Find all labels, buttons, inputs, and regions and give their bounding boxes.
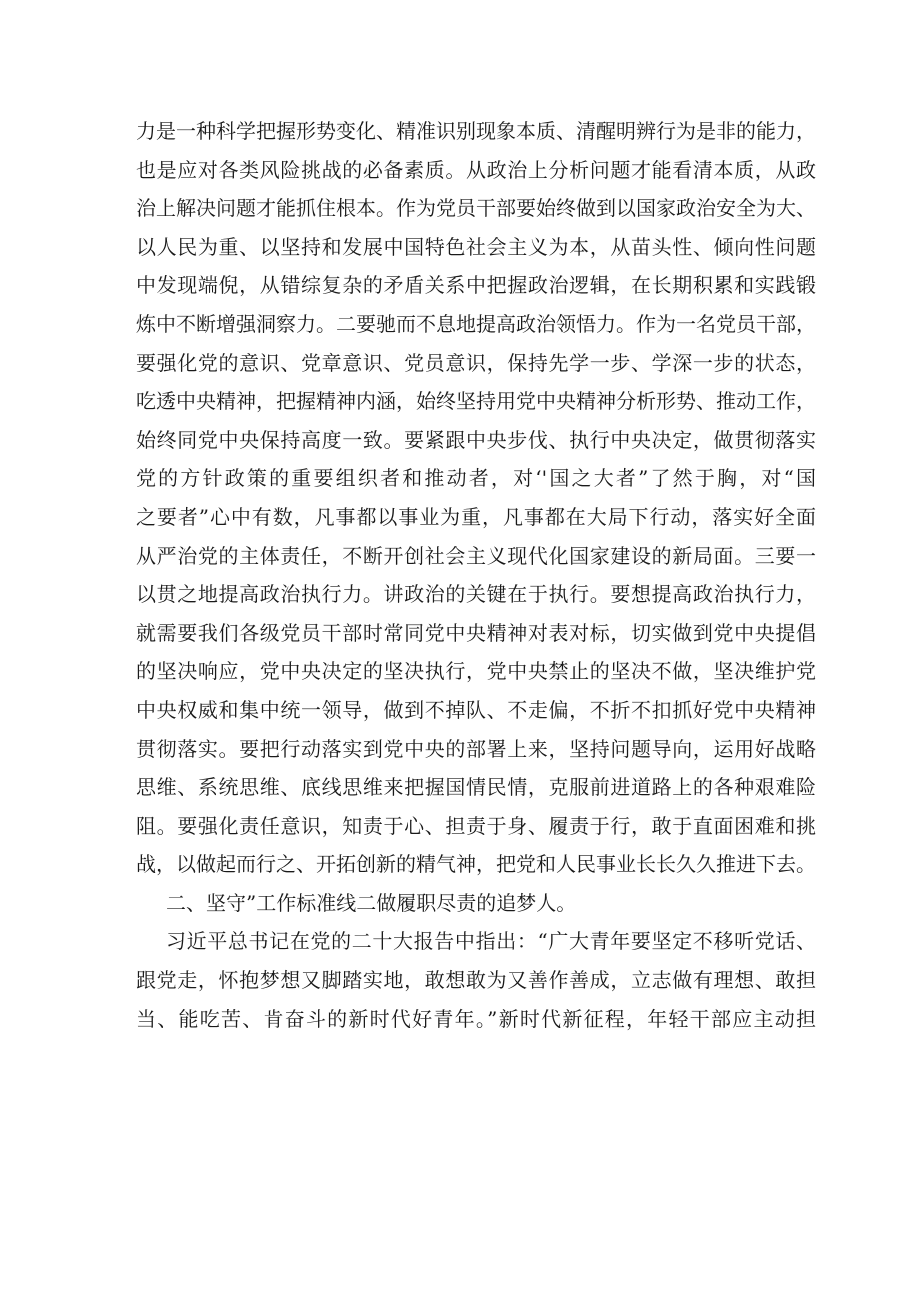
text-line: 贯彻落实。要把行动落实到党中央的部署上来，坚持问题导向，运用好战略	[136, 736, 816, 761]
text-line: 之要者”心中有数，凡事都以事业为重，凡事都在大局下行动，落实好全面	[136, 504, 816, 529]
text-line: 党的方针政策的重要组织者和推动者，对‘'国之大者”了然于胸，对“国	[136, 466, 816, 491]
text-line: 治上解决问题才能抓住根本。作为党员干部要始终做到以国家政治安全为大、	[136, 196, 816, 221]
text-line: 跟党走，怀抱梦想又脚踏实地，敢想敢为又善作善成，立志做有理想、敢担	[136, 968, 816, 993]
text-line: 阻。要强化责任意识，知责于心、担责于身、履责于行，敢于直面困难和挑	[136, 813, 816, 838]
section-heading: 二、坚守”工作标准线二做履职尽责的追梦人。	[166, 890, 577, 915]
text-line: 力是一种科学把握形势变化、精准识别现象本质、清醒明辨行为是非的能力，	[136, 119, 816, 143]
text-line: 的坚决响应，党中央决定的坚决执行，党中央禁止的坚决不做，坚决维护党	[136, 659, 816, 684]
text-line: 中发现端倪，从错综复杂的矛盾关系中把握政治逻辑，在长期积累和实践锻	[136, 273, 816, 298]
text-line: 战，以做起而行之、开拓创新的精气神，把党和人民事业长长久久推进下去。	[136, 852, 816, 877]
text-line: 当、能吃苦、肯奋斗的新时代好青年。”新时代新征程，年轻干部应主动担	[136, 1006, 816, 1031]
text-line: 吃透中央精神，把握精神内涵，始终坚持用党中央精神分析形势、推动工作，	[136, 389, 816, 414]
text-line: 以人民为重、以坚持和发展中国特色社会主义为本，从苗头性、倾向性问题	[136, 234, 816, 259]
text-line: 思维、系统思维、底线思维来把握国情民情，克服前进道路上的各种艰难险	[136, 775, 816, 800]
text-line: 炼中不断增强洞察力。二要驰而不息地提高政治领悟力。作为一名党员干部，	[136, 311, 816, 336]
text-line: 要强化党的意识、党章意识、党员意识，保持先学一步、学深一步的状态，	[136, 350, 816, 375]
text-line: 就需要我们各级党员干部时常同党中央精神对表对标，切实做到党中央提倡	[136, 620, 816, 645]
text-line: 从严治党的主体责任，不断开创社会主义现代化国家建设的新局面。三要一	[136, 543, 816, 568]
text-line: 以贯之地提高政治执行力。讲政治的关键在于执行。要想提高政治执行力，	[136, 582, 816, 607]
body-text	[136, 112, 816, 1038]
text-line: 也是应对各类风险挑战的必备素质。从政治上分析问题才能看清本质，从政	[136, 157, 816, 182]
text-line: 中央权威和集中统一领导，做到不掉队、不走偏，不折不扣抓好党中央精神	[136, 697, 816, 722]
text-line: 习近平总书记在党的二十大报告中指出：“广大青年要坚定不移听党话、	[166, 929, 816, 954]
text-line: 始终同党中央保持高度一致。要紧跟中央步伐、执行中央决定，做贯彻落实	[136, 427, 816, 452]
